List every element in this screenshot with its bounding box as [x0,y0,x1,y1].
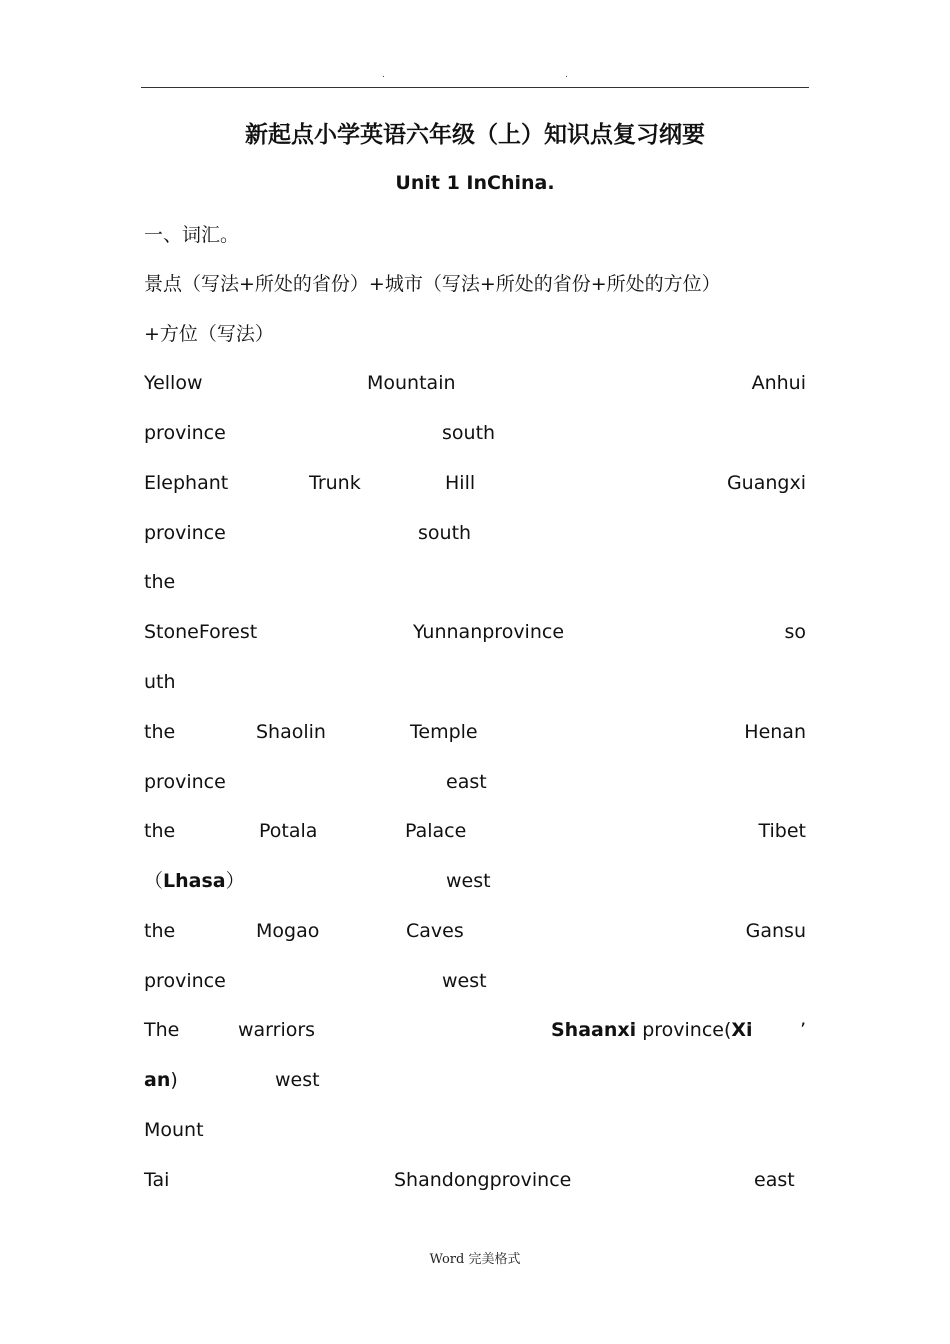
apostrophe: ’ [799,1019,806,1041]
vocab-row [144,867,806,895]
vocab-word: Mountain [367,372,456,394]
vocab-word: east [754,1169,795,1191]
vocab-word: StoneForest [144,621,258,643]
paren-close: ) [170,1069,178,1091]
vocab-word: Gansu [745,920,806,942]
vocab-word: the [144,571,176,593]
vocab-word: Guangxi [726,472,806,494]
vocab-row [144,1166,806,1194]
vocab-word: Trunk [309,472,361,494]
vocab-word: Shaolin [256,721,326,743]
section-heading: 一、词汇。 [144,224,240,246]
vocab-word: Tibet [758,820,806,842]
header-rule [141,87,809,88]
vocab-word: so [784,621,806,643]
vocab-word: uth [144,671,176,693]
vocab-word: province( [642,1019,732,1041]
vocab-word: province [144,771,226,793]
header-dot: . [382,70,385,80]
vocab-word: Caves [406,920,464,942]
vocab-word: Palace [405,820,467,842]
vocab-word: Potala [259,820,318,842]
vocab-word: Yunnanprovince [413,621,565,643]
vocab-row [144,469,806,497]
vocab-row [144,419,806,447]
vocab-word: province [144,970,226,992]
unit-title: Unit 1 InChina. [395,172,555,194]
document-title: 新起点小学英语六年级（上）知识点复习纲要 [245,122,705,148]
vocab-word [551,1016,753,1044]
vocab-word-bold: Xi [731,1019,753,1041]
vocab-word: the [144,920,176,942]
vocab-word-bold: Shaanxi [551,1019,637,1041]
vocab-row [144,369,806,397]
vocab-word [144,867,245,895]
vocab-word: Shandongprovince [394,1169,572,1191]
vocab-row [144,1066,806,1094]
vocab-row [144,817,806,845]
vocab-row [144,519,806,547]
vocab-word: province [144,422,226,444]
vocab-word: province [144,522,226,544]
vocab-word: Anhui [751,372,806,394]
vocab-row [144,967,806,995]
vocab-word [144,1066,178,1094]
page-footer: Word 完美格式 [429,1252,521,1267]
vocab-word: south [442,422,496,444]
vocab-word: the [144,820,176,842]
vocab-row [144,768,806,796]
vocab-row [144,1016,806,1044]
vocab-row [144,1116,806,1144]
vocab-word: Elephant [144,472,229,494]
vocab-word: Hill [445,472,476,494]
vocab-word: Yellow [144,372,203,394]
vocab-row [144,568,806,596]
vocab-word: west [442,970,487,992]
vocab-word: south [418,522,472,544]
vocab-word: Henan [744,721,806,743]
vocab-word: east [446,771,487,793]
header-dot: . [565,70,568,80]
vocab-word: west [275,1069,320,1091]
vocab-word: warriors [238,1019,316,1041]
vocab-row [144,618,806,646]
vocab-word-bold: an [144,1069,171,1091]
instruction-line: +方位（写法） [144,323,274,345]
paren-close: ） [225,870,245,892]
vocab-word-bold: Lhasa [163,870,226,892]
vocab-row [144,668,806,696]
vocab-row [144,917,806,945]
vocab-word: Temple [410,721,478,743]
vocab-word: Tai [144,1169,170,1191]
vocab-row [144,718,806,746]
vocab-word: The [144,1019,180,1041]
vocab-word: west [446,870,491,892]
instruction-line: 景点（写法+所处的省份）+城市（写法+所处的省份+所处的方位） [144,273,721,295]
vocab-word: Mount [144,1119,204,1141]
vocab-word: the [144,721,176,743]
vocab-word: Mogao [256,920,320,942]
paren-open: （ [144,870,164,892]
